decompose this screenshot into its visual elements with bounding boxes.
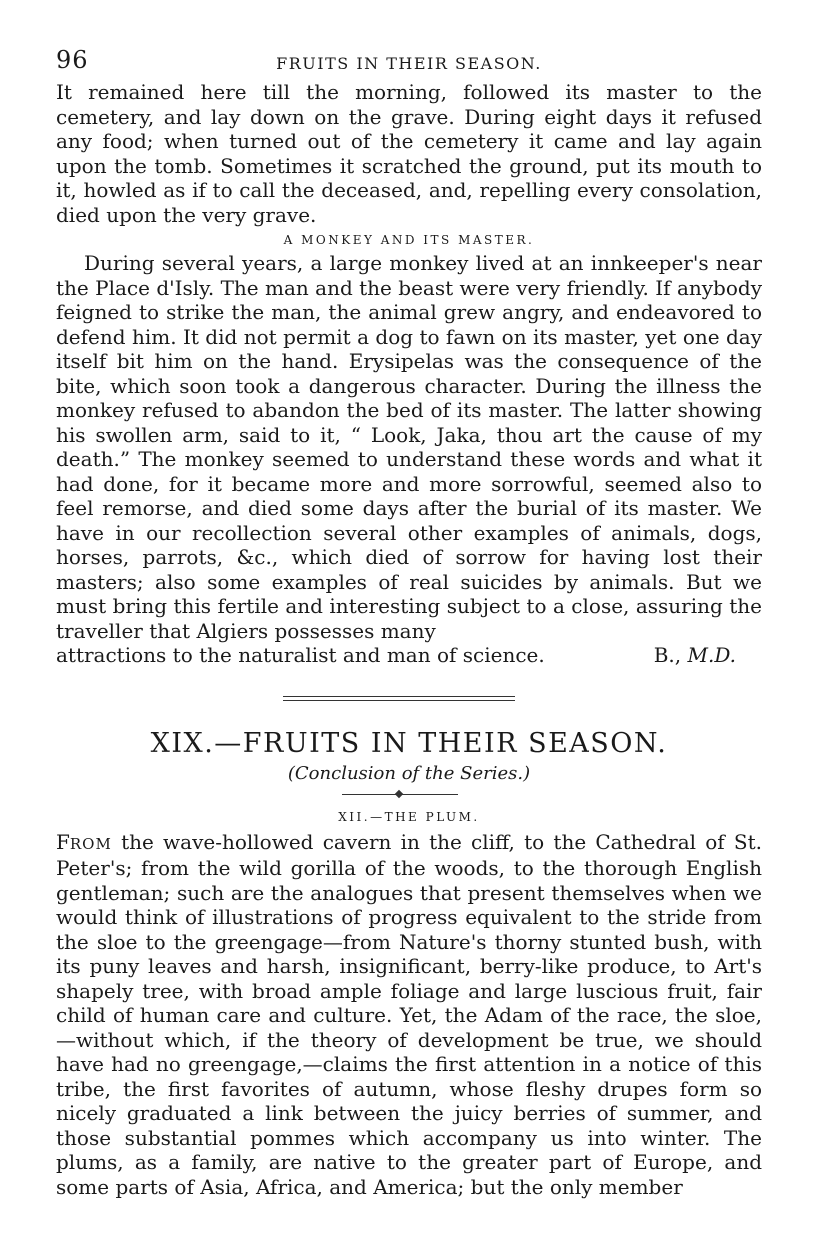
running-head (56, 44, 762, 80)
continued-paragraph: It remained here till the morning, followed its master to the cemetery, and lay down on the grave. During eight days it refused any food; when turned out of the cemetery it came and lay again upon the tomb. Sometimes it scratched the ground, put its mouth to it, howled as if to call the deceased, and, repelling every consolation, died upon the very grave. (56, 80, 762, 227)
page-number: 96 (56, 46, 89, 74)
monkey-paragraph-last-line (56, 643, 762, 668)
ornament-diamond (395, 789, 403, 797)
section-divider (56, 678, 762, 718)
monkey-paragraph: During several years, a large monkey lived at an innkeeper's near the Place d'Isly. The man and the beast were very friendly. If anybody feigned to strike the man, the animal grew angry, and endeavored to defend him. It did not permit a dog to fawn on its master, yet one day itself bit him on the hand. Erysipelas was the consequence of the bite, which soon took a dangerous character. During the illness the monkey refused to abandon the bed of its master. The latter showing his swollen arm, said to it, “ Look, Jaka, thou art the cause of my death.” The monkey seemed to understand these words and what it had done, for it became more and more sorrowful, seemed also to feel remorse, and died some days after the burial of its master. We have in our recollection several other examples of animals, dogs, horses, parrots, &c., which died of sorrow for having lost their masters; also some examples of real suicides by animals. But we must bring this fertile and interesting subject to a close, assuring the traveller that Algiers possesses many (56, 251, 762, 643)
signature-prefix: B., (653, 643, 682, 667)
drop-initial: F (56, 829, 70, 854)
ornament-divider (56, 784, 762, 806)
divider-rule-bottom (283, 700, 515, 701)
divider-rule-top (283, 696, 515, 697)
plum-paragraph (56, 830, 762, 1200)
book-page (56, 44, 762, 1199)
author-signature (654, 643, 762, 668)
signature-degree: M.D. (687, 643, 736, 667)
monkey-section-heading: A MONKEY AND ITS MASTER. (283, 233, 535, 247)
running-title: FRUITS IN THEIR SEASON. (276, 54, 542, 73)
first-word-rest: ROM (69, 834, 112, 853)
plum-section-heading: XII.—THE PLUM. (338, 809, 480, 824)
last-line-text: attractions to the naturalist and man of science. (56, 643, 545, 667)
plum-body-text: the wave-hollowed cavern in the cliff, to the Cathedral of St. Peter's; from the wild gorilla of the woods, to the thorough English gentleman; such are the analogues that present themselves when we would think of illustrations of progress equivalent to the stride from the sloe to the greengage—from Nature's thorny stunted bush, with its puny leaves and harsh, insignificant, berry-like produce, to Art's shapely tree, with broad ample foliage and large luscious fruit, fair child of human care and culture. Yet, the Adam of the race, the sloe,—without which, if the theory of development be true, we should have had no greengage,—claims the first attention in a notice of this tribe, the first favorites of autumn, whose fleshy drupes form so nicely graduated a link between the juicy berries of summer, and those substantial pommes which accompany us into winter. The plums, as a family, are native to the greater part of Europe, and some parts of Asia, Africa, and America; but the only member (56, 829, 762, 1199)
article-title: XIX.—FRUITS IN THEIR SEASON. (150, 727, 668, 759)
article-subtitle: (Conclusion of the Series.) (287, 762, 531, 784)
